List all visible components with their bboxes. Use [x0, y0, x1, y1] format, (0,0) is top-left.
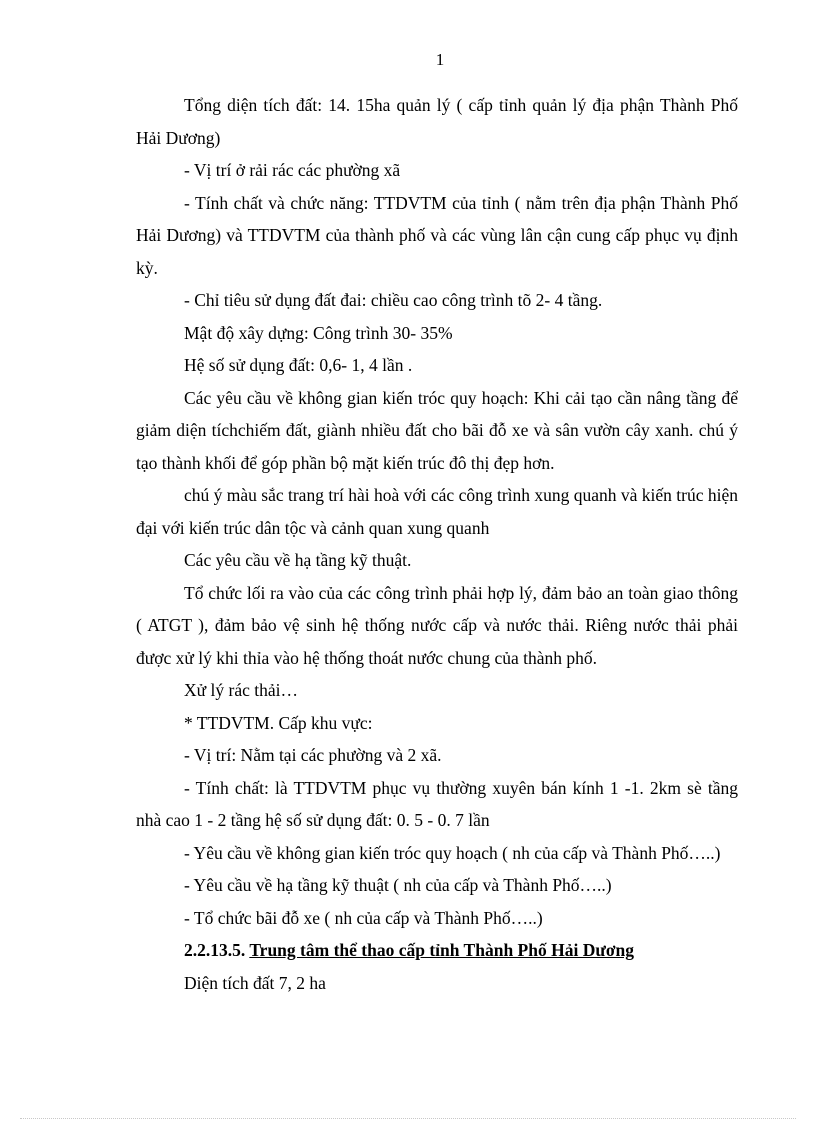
paragraph-building-density: Mật độ xây dựng: Công trình 30- 35%	[184, 322, 453, 343]
section-heading-title: Trung tâm thể thao cấp tỉnh Thành Phố Hải Dương	[249, 940, 635, 960]
paragraph-sports-center-area: Diện tích đất 7, 2 ha	[184, 972, 326, 993]
paragraph-access-organization: Tổ chức lối ra vào của các công trình phải hợp lý, đảm bảo an toàn giao thông ( ATGT ), đảm bảo vệ sinh hệ thống nước cấp và nước thải. Riêng nước thải phải được xử lý khi thỉa vào hệ thống thoát nước chung của thành phố.	[136, 582, 738, 668]
section-heading-number: 2.2.13.5.	[184, 940, 246, 960]
paragraph-regional-infrastructure: - Yêu cầu về hạ tầng kỹ thuật ( nh của cấp và Thành Phố…..)	[184, 875, 612, 895]
paragraph-land-use-ratio: Hệ số sử dụng đất: 0,6- 1, 4 lần .	[184, 355, 413, 375]
paragraph-regional-space: - Yêu cầu về không gian kiến tróc quy hoạch ( nh của cấp và Thành Phố…..)	[184, 842, 721, 863]
page-number: 1	[435, 50, 445, 69]
paragraph-land-use-criteria: - Chỉ tiêu sử dụng đất đai: chiều cao công trình tõ 2- 4 tầng.	[184, 290, 603, 310]
paragraph-total-area: Tổng diện tích đất: 14. 15ha quản lý ( cấp tỉnh quản lý địa phận Thành Phố Hải Dương)	[136, 95, 738, 148]
paragraph-waste-treatment: Xử lý rác thải…	[184, 680, 298, 700]
paragraph-space-requirements: Các yêu cầu về không gian kiến tróc quy hoạch: Khi cải tạo cần nâng tầng để giảm diện tíchchiếm đất, giành nhiều đất cho bãi đỗ xe và sân vườn cây xanh. chú ý tạo thành khối để góp phần bộ mặt kiến trúc đô thị đẹp hơn.	[136, 387, 738, 473]
paragraph-regional-nature: - Tính chất: là TTDVTM phục vụ thường xuyên bán kính 1 -1. 2km sè tầng nhà cao 1 - 2 tầng hệ số sử dụng đất: 0. 5 - 0. 7 lần	[136, 777, 738, 830]
paragraph-regional-parking: - Tổ chức bãi đỗ xe ( nh của cấp và Thành Phố…..)	[184, 907, 543, 928]
paragraph-nature-function: - Tính chất và chức năng: TTDVTM của tỉnh ( nằm trên địa phận Thành Phố Hải Dương) và TTDVTM của thành phố và các vùng lân cận cung cấp phục vụ định kỳ.	[136, 192, 738, 278]
section-heading	[136, 934, 738, 967]
paragraph-regional-location: - Vị trí: Nằm tại các phường và 2 xã.	[184, 745, 442, 765]
paragraph-infrastructure-heading: Các yêu cầu về hạ tầng kỹ thuật.	[184, 550, 412, 570]
document-body	[136, 89, 738, 999]
page-bottom-divider	[20, 1118, 796, 1119]
paragraph-color-decoration: chú ý màu sắc trang trí hài hoà với các công trình xung quanh và kiến trúc hiện đại với kiến trúc dân tộc và cảnh quan xung quanh	[136, 485, 739, 538]
paragraph-regional-level: * TTDVTM. Cấp khu vực:	[184, 712, 373, 733]
paragraph-location: - Vị trí ở rải rác các phường xã	[184, 160, 401, 180]
